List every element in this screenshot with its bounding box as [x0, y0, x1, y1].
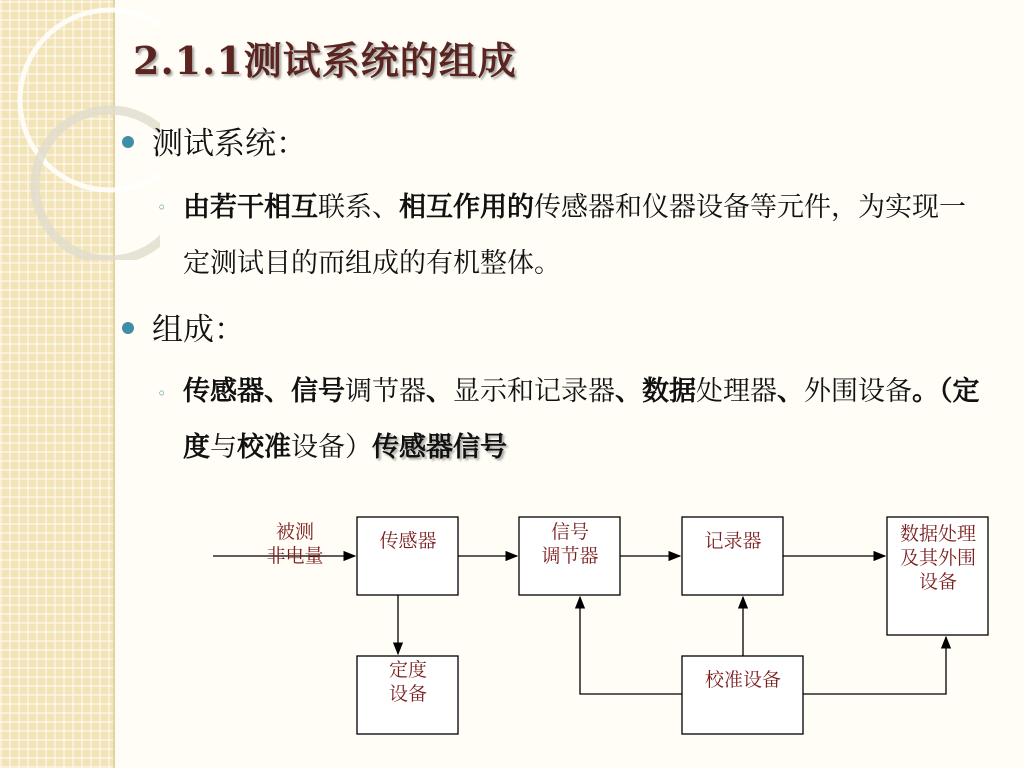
text-segment: 、 [777, 376, 804, 407]
sensor-box [357, 517, 458, 595]
calibration-box [682, 656, 803, 734]
diagram-label-sensor: 传感器 [379, 530, 437, 552]
text-segment: 定度 [183, 376, 980, 463]
calibration-to-processor-arrow [803, 637, 946, 694]
text-segment: 调节器 [345, 376, 426, 407]
text-segment: 由若干 [183, 192, 264, 223]
text-segment: 。（ [912, 376, 953, 407]
text-segment: 相互作用的 [399, 192, 534, 223]
diagram-label-calibration: 校准设备 [704, 669, 782, 691]
diagram-label-processor: 设备 [918, 571, 958, 593]
diagram-label-input-label: 非电量 [266, 545, 324, 567]
text-segment: 、 [426, 376, 453, 407]
text-segment: 、 [372, 192, 399, 223]
text-segment: 显示和记录器 [453, 376, 615, 407]
bullet-heading-text: 组成 [152, 312, 214, 348]
diagram-label-processor: 及其外围 [899, 547, 977, 569]
text-segment: 外围设备 [804, 376, 912, 407]
diagram-label-input-label: 被测 [275, 521, 315, 543]
calibration-to-conditioner-arrow [580, 597, 682, 694]
text-segment: 、 [264, 376, 291, 407]
text-segment: 信号 [291, 376, 345, 407]
text-segment: 相互 [264, 192, 318, 223]
text-segment: 处理器 [696, 376, 777, 407]
diagram-label-conditioner: 信号 [550, 521, 590, 543]
diagram-label-processor: 数据处理 [899, 523, 977, 545]
text-segment: 联系 [318, 192, 372, 223]
bullet-colon: ： [276, 126, 307, 162]
text-segment: 与 [210, 432, 237, 463]
text-segment: 传感器和仪器设备等元件，为实现一定测试目的而组成的有机整体。 [183, 192, 966, 279]
bullet-colon: ： [214, 312, 245, 348]
diagram-label-calibration-def: 定度 [388, 659, 428, 681]
text-segment: 校准 [237, 432, 291, 463]
text-segment: 数据 [642, 376, 696, 407]
diagram-label-conditioner: 调节器 [541, 545, 599, 567]
text-segment: 设备） [291, 432, 372, 463]
bullet-heading-text: 测试系统 [152, 126, 276, 162]
sub-bullet-ring: ◦ [157, 198, 167, 217]
text-segment: 传感器 [183, 376, 264, 407]
text-segment: 传感器信号 [372, 432, 507, 463]
diagram-label-recorder: 记录器 [704, 530, 762, 552]
text-segment: 、 [615, 376, 642, 407]
sub-bullet-ring: ◦ [157, 384, 167, 403]
diagram-label-calibration-def: 设备 [388, 683, 428, 705]
slide-title: 2.1.1测试系统的组成 [133, 38, 517, 83]
recorder-box [682, 517, 783, 595]
